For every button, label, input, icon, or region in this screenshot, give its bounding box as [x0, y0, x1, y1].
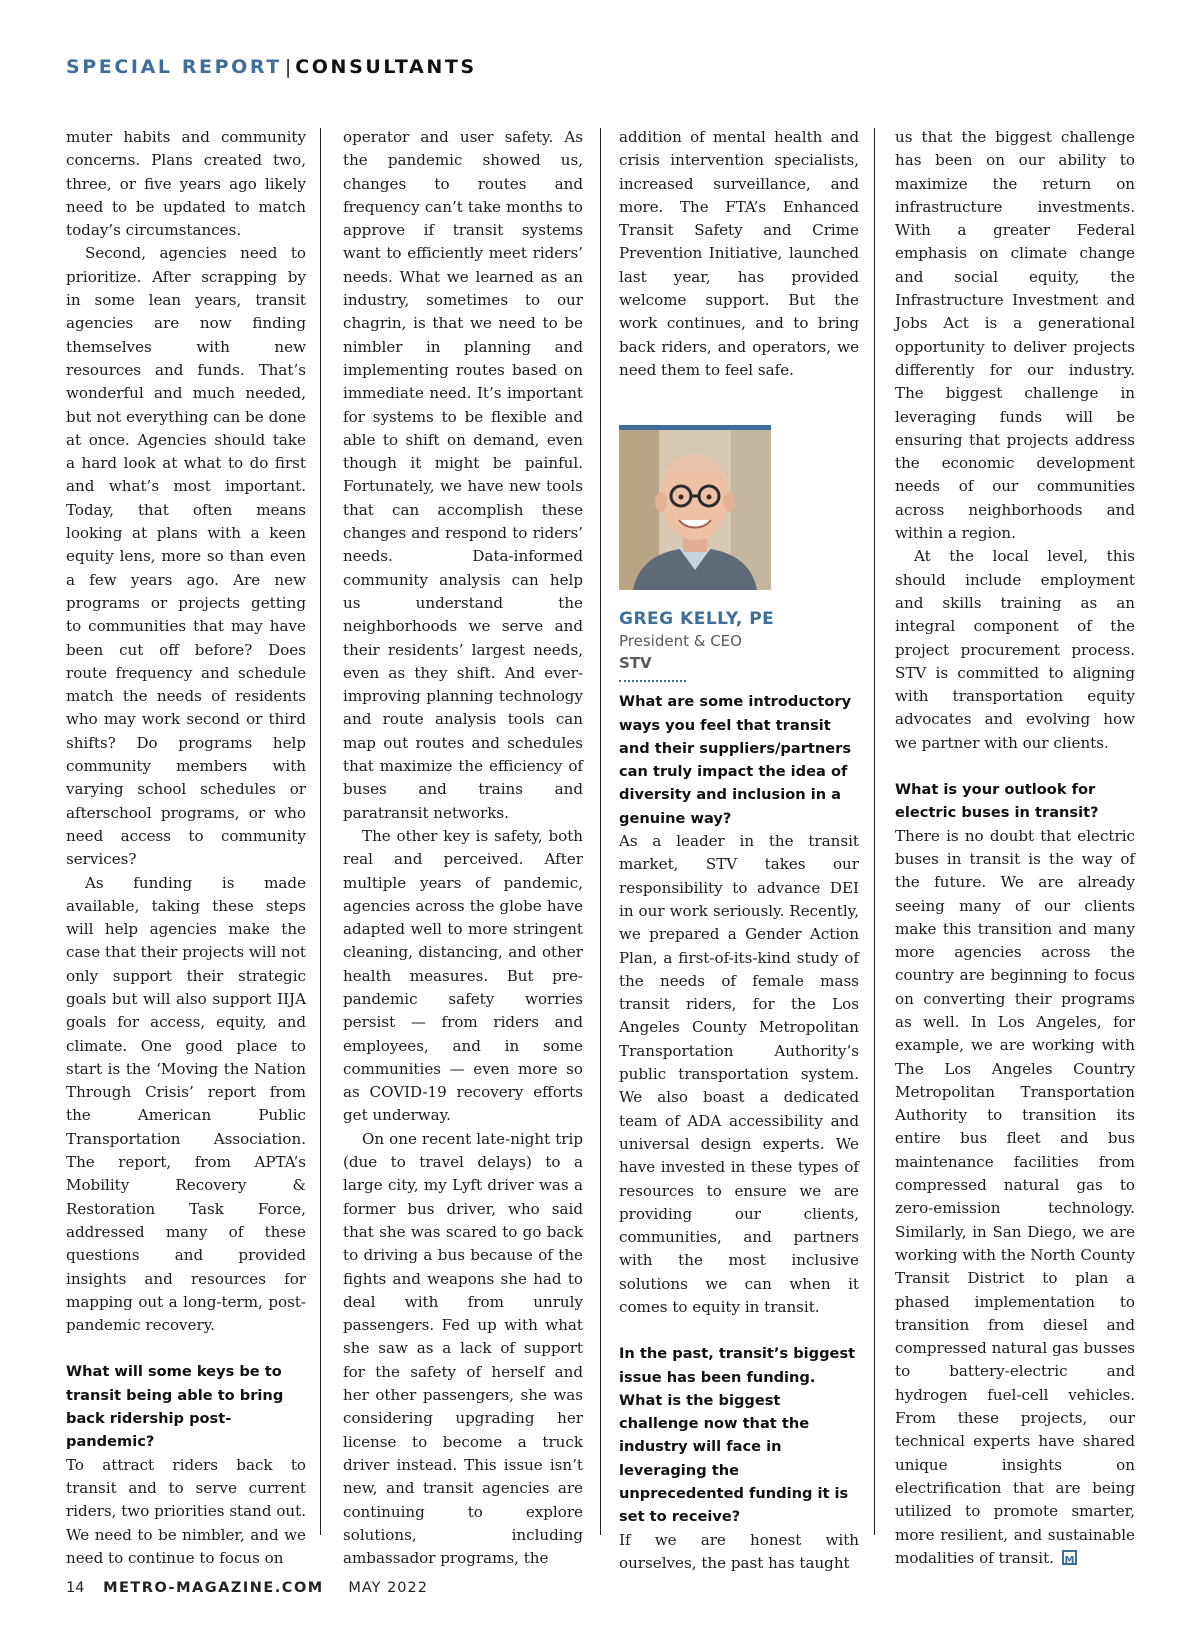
paragraph: us that the biggest challenge has been on our ability to maximize the return on infrastructure investments. With a greater Federal emphasis on climate change and social equity, the Infrastructure Investment and Jobs Act is a generational opportunity to deliver projects differently for our industry. The biggest challenge in leveraging funds will be ensuring that projects address the economic development needs of our communities across neighborhoods and within a region. — [895, 128, 1135, 543]
paragraph: As a leader in the transit market, STV takes our responsibility to advance DEI in our work seriously. Recently, we prepared a Gender Action Plan, a first-of-its-kind study of the needs of female mass transit riders, for the Los Angeles County Metropolitan Transportation Authority’s public transportation system. We also boast a dedicated team of ADA accessibility and universal design experts. We have invested in these types of resources to ensure we are providing our clients, communities, and partners with the most inclusive solutions we can when it comes to equity in transit. — [619, 832, 859, 1316]
page-number: 14 — [66, 1580, 85, 1596]
column-divider — [600, 128, 601, 1535]
final-paragraph — [895, 825, 1135, 1571]
paragraph: operator and user safety. As the pandemic showed us, changes to routes and frequency can’t take months to approve if transit systems want to efficiently meet riders’ needs. What we learned as an industry, sometimes to our chagrin, is that we need to be nimbler in planning and implementing routes based on immediate need. It’s important for systems to be flexible and able to shift on demand, even though it might be painful. Fortunately, we have new tools that can accomplish these changes and respond to riders’ needs. Data-informed community analysis can help us understand the neighborhoods we serve and their residents’ largest needs, even as they shift. And ever-improving planning technology and route analysis tools can map out routes and schedules that maximize the efficiency of buses and trains and paratransit networks. — [343, 128, 583, 822]
paragraph: The other key is safety, both real and perceived. After multiple years of pandemic, agencies across the globe have adapted well to more stringent cleaning, distancing, and other health measures. But pre-pandemic safety worries persist — from riders and employees, and in some communities — even more so as COVID-19 recovery efforts get underway. — [343, 826, 583, 1125]
article-column-2 — [343, 126, 583, 1570]
site-name: METRO-MAGAZINE.COM — [103, 1580, 324, 1596]
paragraph: If we are honest with ourselves, the past has taught — [619, 1530, 859, 1572]
paragraph: As funding is made available, taking these steps will help agencies make the case that their projects will not only support their strategic goals but will also support IIJA goals for access, equity, and climate. One good place to start is the ‘Moving the Nation Through Crisis’ report from the American Public Transportation Association. The report, from APTA’s Mobility Recovery & Restoration Task Force, addressed many of these questions and provided insights and resources for mapping out a long-term, post-pandemic recovery. — [66, 873, 306, 1335]
interview-question: What is your outlook for electric buses in transit? — [895, 781, 1099, 822]
article-column-4 — [895, 126, 1135, 1570]
article-column-3 — [619, 126, 859, 1575]
interview-question: What will some keys be to transit being able to bring back ridership post-pandemic? — [66, 1363, 284, 1451]
topic-label: CONSULTANTS — [295, 56, 477, 78]
column-divider — [320, 128, 321, 1535]
paragraph: Second, agencies need to prioritize. After scrapping by in some lean years, transit agencies are now finding themselves with new resources and funds. That’s wonderful and much needed, but not everything can be done at once. Agencies should take a hard look at what to do first and what’s most important. Today, that often means looking at plans with a keen equity lens, more so than even a few years ago. Are new programs or projects getting to communities that may have been cut off before? Does route frequency and schedule match the needs of residents who may work second or third shifts? Do programs help community members with varying school schedules or afterschool programs, or who need access to community services? — [66, 244, 306, 869]
interview-question: In the past, transit’s biggest issue has been funding. What is the biggest challenge now that the industry will face in leveraging the unprecedented funding it is set to receive? — [619, 1345, 856, 1526]
paragraph: addition of mental health and crisis intervention specialists, increased surveillance, and more. The FTA’s Enhanced Transit Safety and Crime Prevention Initiative, launched last year, has provided welcome support. But the work continues, and to bring back riders, and operators, we need them to feel safe. — [619, 128, 859, 379]
interview-question: What are some introductory ways you feel that transit and their suppliers/partners can truly impact the idea of diversity and inclusion in a genuine way? — [619, 693, 852, 827]
paragraph: muter habits and community concerns. Plans created two, three, or five years ago likely need to be updated to match today’s circumstances. — [66, 128, 306, 240]
profile-title: President & CEO — [619, 632, 742, 651]
article-column-1 — [66, 126, 306, 1570]
profile-name: GREG KELLY, PE — [619, 609, 775, 630]
paragraph: At the local level, this should include employment and skills training as an integral component of the project procurement process. STV is committed to aligning with transportation equity advocates and evolving how we partner with our clients. — [895, 547, 1135, 752]
dotted-divider — [619, 680, 686, 682]
page-header — [66, 56, 477, 78]
header-separator: | — [284, 56, 292, 78]
headshot-photo — [619, 425, 771, 590]
column-divider — [874, 128, 875, 1535]
end-of-article-icon — [1062, 1550, 1077, 1565]
page-footer — [66, 1580, 428, 1596]
profile-company: STV — [619, 654, 652, 673]
portrait-illustration — [619, 430, 771, 590]
paragraph: To attract riders back to transit and to serve current riders, two priorities stand out. We need to be nimbler, and we need to continue to focus on — [66, 1455, 306, 1567]
issue-date: MAY 2022 — [348, 1580, 428, 1596]
paragraph: On one recent late-night trip (due to travel delays) to a large city, my Lyft driver was a former bus driver, who said that she was scared to go back to driving a bus because of the fights and weapons she had to deal with from unruly passengers. Fed up with what she saw as a lack of support for the safety of herself and her other passengers, she was considering upgrading her license to become a truck driver instead. This issue isn’t new, and transit agencies are continuing to explore solutions, including ambassador programs, the — [343, 1129, 583, 1568]
section-label: SPECIAL REPORT — [66, 56, 282, 78]
paragraph-text: There is no doubt that electric buses in transit is the way of the future. We are already seeing many of our clients make this transition and many more agencies across the country are beginning to focus on converting their programs as well. In Los Angeles, for example, we are working with The Los Angeles Country Metropolitan Transportation Authority to transition its entire bus fleet and bus maintenance facilities from compressed natural gas to zero-emission technology. Similarly, in San Diego, we are working with the North County Transit District to plan a phased implementation to transition from diesel and compressed natural gas busses to battery-electric and hydrogen fuel-cell vehicles. From these projects, our technical experts have shared unique insights on electrification that are being utilized to promote smarter, more resilient, and sustainable modalities of transit. — [895, 826, 1135, 1567]
